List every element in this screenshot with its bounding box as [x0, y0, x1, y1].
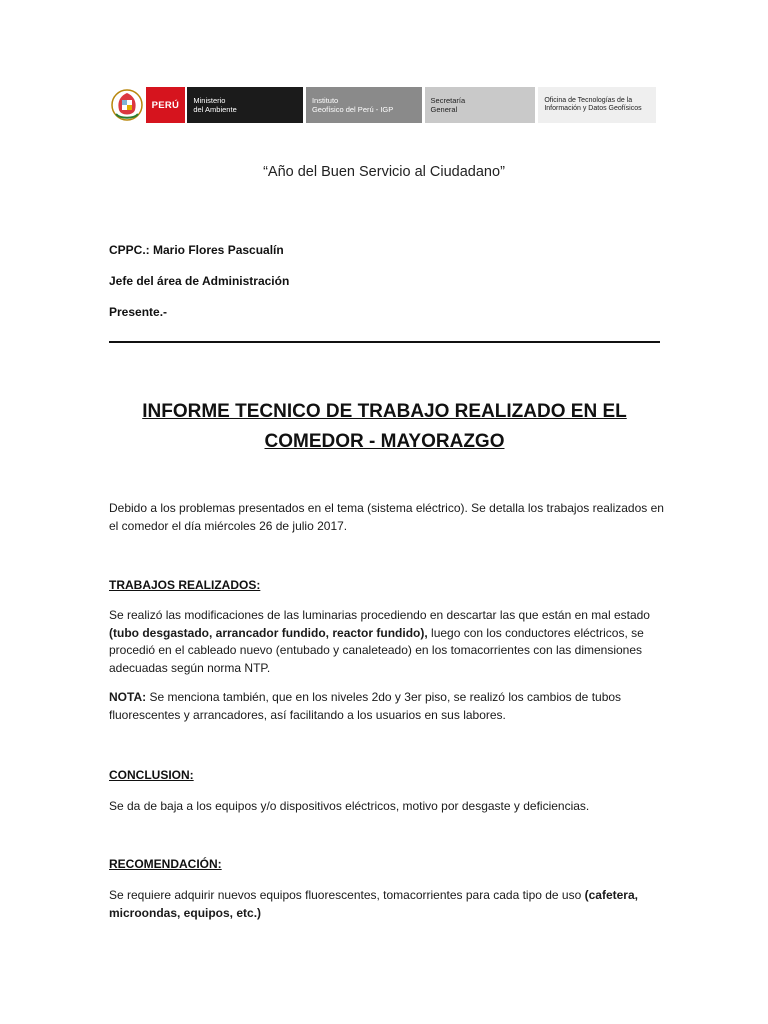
ministry-block — [187, 87, 303, 123]
conclusion-text: Se da de baja a los equipos y/o dispositivos eléctricos, motivo por desgaste y deficiencias. — [109, 799, 590, 813]
nota-paragraph — [109, 689, 669, 724]
report-title-line2: COMEDOR - MAYORAZGO — [264, 431, 505, 452]
ministry-line2: del Ambiente — [193, 105, 237, 114]
trabajos-paragraph — [109, 607, 669, 677]
coat-of-arms-icon — [110, 87, 144, 123]
recomendacion-line1 — [109, 887, 669, 905]
trabajos-line2 — [109, 625, 669, 643]
ministry-line1: Ministerio — [193, 96, 226, 105]
oficina-line2: Información y Datos Geofísicos — [544, 105, 642, 112]
nota-line1 — [109, 689, 669, 707]
trabajos-line1: Se realizó las modificaciones de las luminarias procediendo en descartar las que están en mal estado — [109, 608, 650, 622]
igp-line2: Geofísico del Perú - IGP — [311, 105, 394, 114]
trabajos-line2-rest: luego con los conductores eléctricos, se — [427, 625, 644, 640]
presente-label: Presente.- — [109, 305, 168, 319]
oficina-block — [538, 87, 656, 123]
intro-line2: el comedor el día miércoles 26 de julio 2017. — [109, 518, 348, 533]
igp-line1: Instituto — [311, 96, 339, 105]
secretaria-line1: Secretaría — [430, 96, 466, 105]
nota-line2: fluorescentes y arrancadores, así facilitando a los usuarios en sus labores. — [109, 707, 506, 722]
recomendacion-heading: RECOMENDACIÓN: — [109, 857, 222, 871]
nota-label: NOTA: — [109, 690, 147, 704]
oficina-line1: Oficina de Tecnologías de la — [544, 96, 633, 104]
recomendacion-line2-bold: microondas, equipos, etc.) — [109, 905, 262, 920]
trabajos-heading: TRABAJOS REALIZADOS: — [109, 578, 261, 592]
nota-rest: Se menciona también, que en los niveles 2do y 3er piso, se realizó los cambios de tubos — [146, 690, 622, 704]
recomendacion-line1-bold: (cafetera, — [584, 888, 638, 902]
addressee-name: CPPC.: Mario Flores Pascualín — [109, 243, 284, 257]
year-motto: “Año del Buen Servicio al Ciudadano” — [263, 164, 505, 180]
intro-paragraph — [109, 500, 669, 535]
addressee-position: Jefe del área de Administración — [109, 274, 290, 288]
divider-line — [109, 341, 660, 343]
recomendacion-paragraph — [109, 887, 669, 922]
trabajos-line4: adecuadas según norma NTP. — [109, 660, 271, 675]
secretaria-block — [425, 87, 536, 123]
peru-label: PERÚ — [146, 87, 184, 123]
igp-block — [306, 87, 422, 123]
secretaria-line2: General — [430, 105, 458, 114]
recomendacion-line2 — [109, 905, 669, 923]
trabajos-line3: procedió en el cableado nuevo (entubado y canaleteado) en los tomacorrientes con las dimensiones — [109, 643, 643, 657]
institutional-header — [110, 87, 656, 123]
recomendacion-line1-text: Se requiere adquirir nuevos equipos fluorescentes, tomacorrientes para cada tipo de uso — [109, 888, 585, 902]
report-title-line1: INFORME TECNICO DE TRABAJO REALIZADO EN EL — [142, 401, 627, 422]
intro-line1: Debido a los problemas presentados en el tema (sistema eléctrico). Se detalla los trabajos realizados en — [109, 501, 664, 515]
conclusion-heading: CONCLUSION: — [109, 768, 194, 782]
trabajos-line2-bold: (tubo desgastado, arrancador fundido, reactor fundido), — [109, 625, 428, 640]
